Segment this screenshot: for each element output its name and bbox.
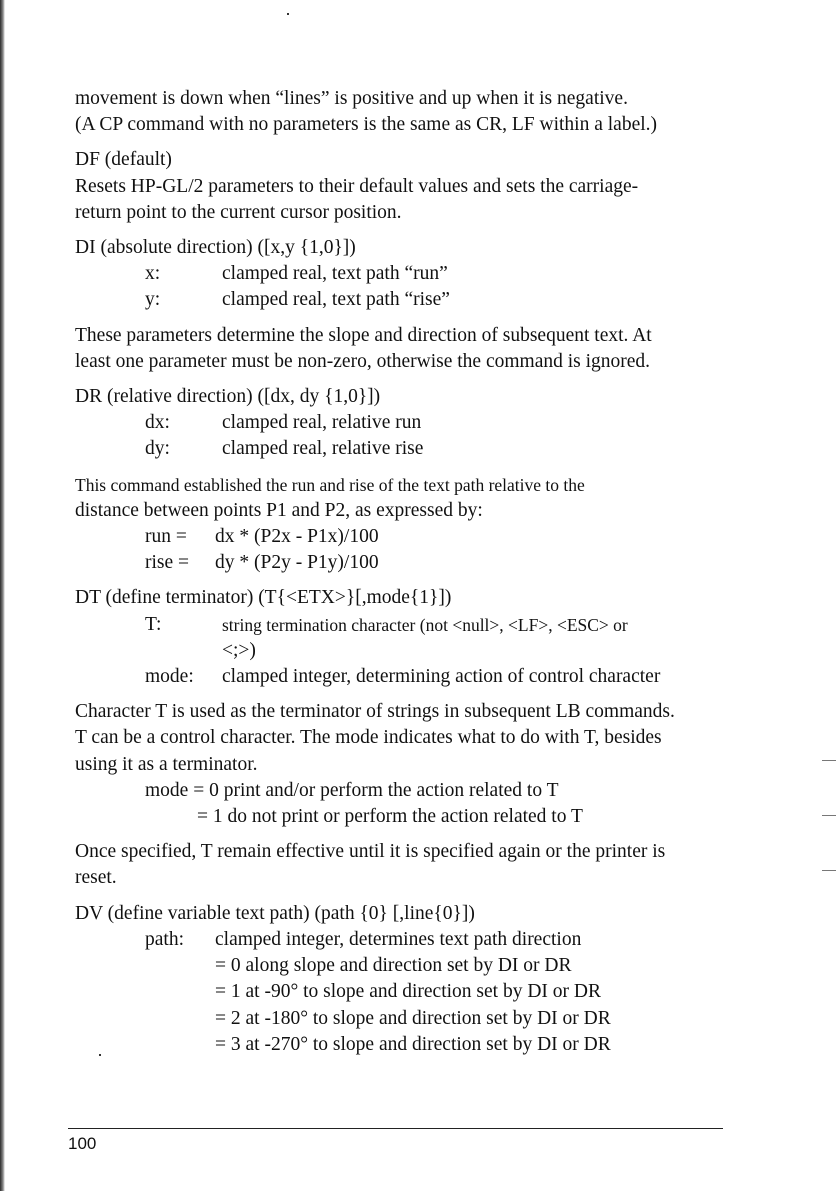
- command-heading-df: DF (default): [75, 149, 172, 171]
- formula-rhs: dy * (P2y - P1y)/100: [215, 552, 379, 574]
- command-heading-di: DI (absolute direction) ([x,y {1,0}]): [75, 237, 356, 259]
- param-desc: clamped real, relative run: [222, 412, 422, 434]
- scan-binding-edge: [0, 0, 5, 1191]
- path-option: = 1 at -90° to slope and direction set by DI or DR: [215, 981, 601, 1003]
- param-desc: clamped integer, determines text path direction: [215, 928, 582, 950]
- param-row: [75, 287, 735, 313]
- command-heading-dr: DR (relative direction) ([dx, dy {1,0}]): [75, 386, 381, 408]
- text-line: Character T is used as the terminator of strings in subsequent LB commands.: [75, 701, 675, 723]
- edge-mark: [822, 870, 836, 871]
- page-number: 100: [68, 1134, 97, 1153]
- param-name: path:: [145, 928, 184, 950]
- text-line: Resets HP-GL/2 parameters to their default values and sets the carriage-: [75, 175, 639, 197]
- path-option: = 0 along slope and direction set by DI or DR: [215, 955, 572, 977]
- page-body: [75, 86, 735, 1058]
- param-row: [75, 612, 735, 638]
- formula-row: [75, 524, 735, 550]
- param-desc-cont: <;>): [222, 639, 256, 661]
- text-line: least one parameter must be non-zero, otherwise the command is ignored.: [75, 350, 651, 372]
- mode-option: mode = 0 print and/or perform the action related to T: [145, 779, 559, 801]
- param-row: [75, 436, 735, 462]
- command-heading-dt: DT (define terminator) (T{<ETX>}[,mode{1}]): [75, 587, 452, 609]
- param-name: T:: [145, 613, 162, 635]
- formula-lhs: run =: [145, 526, 187, 548]
- param-name: x:: [145, 263, 161, 285]
- param-name: dx:: [145, 412, 170, 434]
- param-row: [75, 261, 735, 287]
- param-desc: clamped integer, determining action of control character: [222, 666, 661, 688]
- text-line: return point to the current cursor position.: [75, 201, 402, 223]
- footer-rule: [68, 1128, 723, 1129]
- formula-lhs: rise =: [145, 552, 190, 574]
- param-desc: clamped real, text path “rise”: [222, 289, 450, 311]
- text-line: using it as a terminator.: [75, 753, 258, 775]
- command-heading-dv: DV (define variable text path) (path {0} [,line{0}]): [75, 902, 475, 924]
- text-line: reset.: [75, 867, 117, 889]
- edge-mark: [822, 815, 836, 816]
- param-row: [75, 927, 735, 953]
- text-line: movement is down when “lines” is positive and up when it is negative.: [75, 88, 628, 109]
- param-desc: clamped real, text path “run”: [222, 263, 448, 285]
- text-line: (A CP command with no parameters is the same as CR, LF within a label.): [75, 114, 658, 136]
- edge-mark: [822, 760, 836, 761]
- param-name: mode:: [145, 666, 194, 688]
- path-option: = 3 at -270° to slope and direction set by DI or DR: [215, 1033, 611, 1055]
- param-name: y:: [145, 289, 161, 311]
- param-desc: clamped real, relative rise: [222, 438, 424, 460]
- text-line: Once specified, T remain effective until it is specified again or the printer is: [75, 841, 666, 863]
- text-line: distance between points P1 and P2, as expressed by:: [75, 499, 483, 521]
- param-row: [75, 664, 735, 690]
- param-desc: string termination character (not <null>, <LF>, <ESC> or: [222, 614, 628, 635]
- formula-rhs: dx * (P2x - P1x)/100: [215, 526, 379, 548]
- text-line: This command established the run and rise of the text path relative to the: [75, 474, 585, 495]
- param-row: [75, 410, 735, 436]
- scan-speck: [287, 13, 289, 15]
- path-option: = 2 at -180° to slope and direction set by DI or DR: [215, 1007, 611, 1029]
- text-line: T can be a control character. The mode indicates what to do with T, besides: [75, 727, 662, 749]
- formula-row: [75, 550, 735, 576]
- text-line: These parameters determine the slope and direction of subsequent text. At: [75, 324, 652, 346]
- mode-option: = 1 do not print or perform the action related to T: [197, 806, 583, 828]
- param-name: dy:: [145, 438, 170, 460]
